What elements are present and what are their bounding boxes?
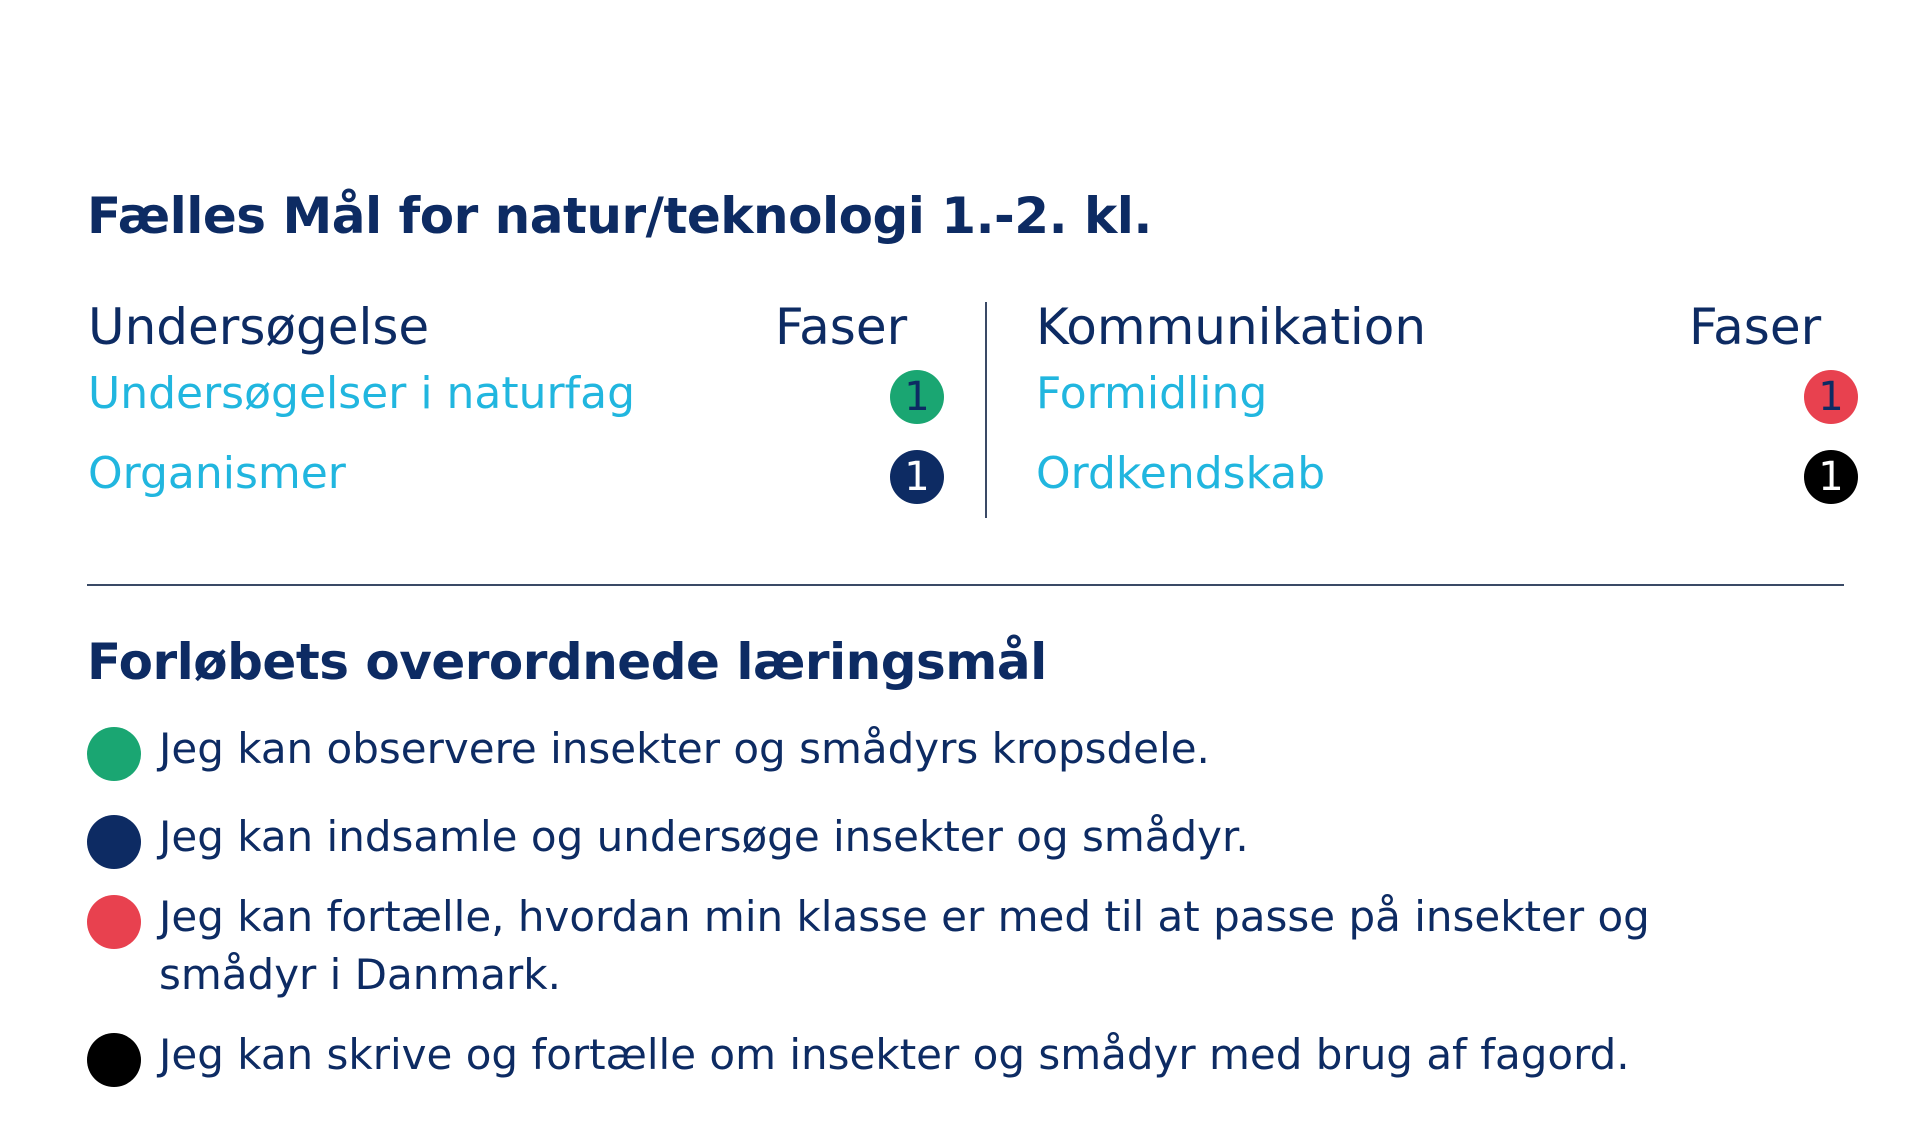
goal-text: Jeg kan skrive og fortælle om insekter og smådyr med brug af fagord. [159, 1030, 1630, 1079]
column-heading: Kommunikation [1036, 298, 1427, 356]
section-divider [87, 584, 1844, 586]
navy-dot-icon [87, 815, 141, 869]
phase-badge: 1 [890, 370, 944, 424]
goal-item [87, 720, 1749, 778]
goal-text: Jeg kan observere insekter og smådyrs kropsdele. [159, 724, 1210, 773]
goals-list [87, 720, 1749, 1084]
goal-text: Jeg kan fortælle, hvordan min klasse er med til at passe på insekter og smådyr i Danmark. [159, 892, 1650, 999]
goal-item [87, 1026, 1749, 1084]
area-label: Formidling [1036, 368, 1268, 419]
column-header [88, 298, 948, 356]
black-dot-icon [87, 1033, 141, 1087]
column-header [1036, 298, 1864, 356]
area-row [88, 436, 948, 516]
faser-label: Faser [1689, 298, 1822, 356]
faser-label: Faser [775, 298, 908, 356]
area-label: Undersøgelser i naturfag [88, 368, 635, 419]
area-row [1036, 356, 1864, 436]
red-dot-icon [87, 895, 141, 949]
phase-badge: 1 [1804, 450, 1858, 504]
undersoegelse-column [88, 298, 948, 516]
area-label: Organismer [88, 448, 346, 499]
area-row [88, 356, 948, 436]
goal-text: Jeg kan indsamle og undersøge insekter og smådyr. [159, 812, 1249, 861]
column-heading: Undersøgelse [88, 298, 430, 356]
goals-title: Forløbets overordnede læringsmål [87, 633, 1047, 691]
kommunikation-column [1036, 298, 1864, 516]
phase-badge: 1 [890, 450, 944, 504]
page-title: Fælles Mål for natur/teknologi 1.-2. kl. [87, 187, 1152, 245]
column-divider [985, 302, 987, 518]
area-label: Ordkendskab [1036, 448, 1326, 499]
green-dot-icon [87, 727, 141, 781]
goal-item [87, 888, 1689, 1004]
phase-badge: 1 [1804, 370, 1858, 424]
area-row [1036, 436, 1864, 516]
goal-item [87, 808, 1749, 866]
